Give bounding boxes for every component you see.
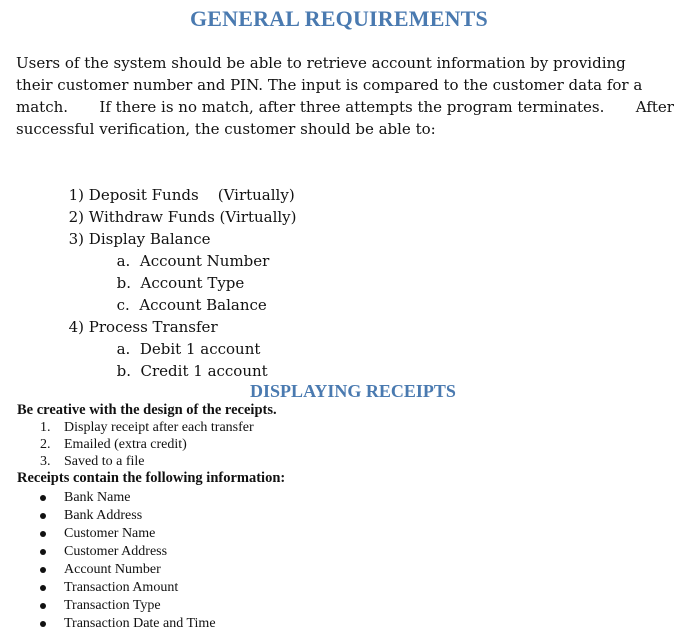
general-requirements-heading: GENERAL REQUIREMENTS bbox=[189, 6, 488, 31]
list-item-text: Emailed (extra credit) bbox=[64, 437, 187, 452]
receipt-contents-intro: Receipts contain the following information: bbox=[17, 470, 286, 486]
list-item-text: Bank Address bbox=[64, 508, 143, 523]
paragraph-line-3-part-2: If there is no match, after three attempts the program terminates. bbox=[99, 98, 605, 116]
list-item-text: Account Balance bbox=[139, 296, 267, 314]
displaying-receipts-heading: DISPLAYING RECEIPTS bbox=[250, 381, 456, 401]
list-item-text: Deposit Funds (Virtually) bbox=[88, 186, 295, 204]
list-item-text: Account Number bbox=[64, 562, 161, 577]
paragraph-line-3 bbox=[16, 96, 674, 118]
list-marker: 1. bbox=[40, 420, 51, 435]
list-marker: 1) bbox=[68, 186, 85, 204]
list-item-text: Debit 1 account bbox=[139, 340, 261, 358]
list-item bbox=[0, 489, 678, 507]
intro-paragraph bbox=[16, 52, 676, 140]
requirement-item bbox=[40, 162, 295, 204]
paragraph-line-4: successful verification, the customer should be able to: bbox=[16, 120, 436, 138]
sub-requirement-item bbox=[88, 338, 268, 380]
bullet-icon bbox=[40, 585, 46, 591]
list-item-text: Transaction Type bbox=[64, 598, 161, 613]
list-item-text: Saved to a file bbox=[64, 454, 145, 469]
bullet-icon bbox=[40, 513, 46, 519]
paragraph-line-1: Users of the system should be able to retrieve account information by providing bbox=[16, 54, 626, 72]
sub-requirement-item bbox=[88, 272, 267, 314]
list-marker: 4) bbox=[68, 318, 85, 336]
list-item-text: Transaction Date and Time bbox=[64, 616, 216, 631]
list-item bbox=[0, 525, 678, 543]
creative-instruction: Be creative with the design of the receipts. bbox=[17, 402, 277, 418]
paragraph-line-2: their customer number and PIN. The input is compared to the customer data for a bbox=[16, 76, 643, 94]
list-marker: 2) bbox=[68, 208, 85, 226]
bullet-icon bbox=[40, 603, 46, 609]
list-item-text: Display receipt after each transfer bbox=[64, 420, 254, 435]
list-item-text: Withdraw Funds (Virtually) bbox=[88, 208, 297, 226]
list-marker: a. bbox=[116, 340, 131, 358]
bullet-icon bbox=[40, 495, 46, 501]
list-marker: c. bbox=[116, 296, 130, 314]
requirement-item bbox=[40, 184, 297, 226]
bullet-icon bbox=[40, 567, 46, 573]
list-item-text: Bank Name bbox=[64, 490, 131, 505]
list-item bbox=[0, 615, 678, 633]
list-item bbox=[0, 436, 678, 454]
list-item bbox=[0, 579, 678, 597]
list-marker: a. bbox=[116, 252, 131, 270]
requirement-item bbox=[40, 294, 218, 336]
list-item-text: Customer Address bbox=[64, 544, 168, 559]
list-marker: b. bbox=[116, 274, 131, 292]
bullet-icon bbox=[40, 549, 46, 555]
list-item-text: Credit 1 account bbox=[140, 362, 268, 380]
list-marker: 2. bbox=[40, 437, 51, 452]
bullet-icon bbox=[40, 621, 46, 627]
list-item bbox=[0, 597, 678, 615]
paragraph-line-3-part-1: match. bbox=[16, 98, 69, 116]
list-item bbox=[0, 543, 678, 561]
list-item bbox=[0, 507, 678, 525]
list-item bbox=[0, 419, 678, 437]
sub-requirement-item bbox=[88, 316, 261, 358]
paragraph-line-3-part-3: After bbox=[635, 98, 674, 116]
list-item bbox=[0, 561, 678, 579]
list-item-text: Transaction Amount bbox=[64, 580, 179, 595]
list-marker: b. bbox=[116, 362, 131, 380]
requirement-item bbox=[40, 206, 211, 248]
list-item-text: Display Balance bbox=[88, 230, 211, 248]
list-item bbox=[0, 453, 678, 471]
list-item-text: Account Number bbox=[139, 252, 270, 270]
list-marker: 3) bbox=[68, 230, 85, 248]
sub-requirement-item bbox=[88, 250, 245, 292]
list-item-text: Customer Name bbox=[64, 526, 156, 541]
list-item-text: Process Transfer bbox=[88, 318, 218, 336]
list-item-text: Account Type bbox=[140, 274, 245, 292]
list-marker: 3. bbox=[40, 454, 51, 469]
bullet-icon bbox=[40, 531, 46, 537]
sub-requirement-item bbox=[88, 228, 270, 270]
